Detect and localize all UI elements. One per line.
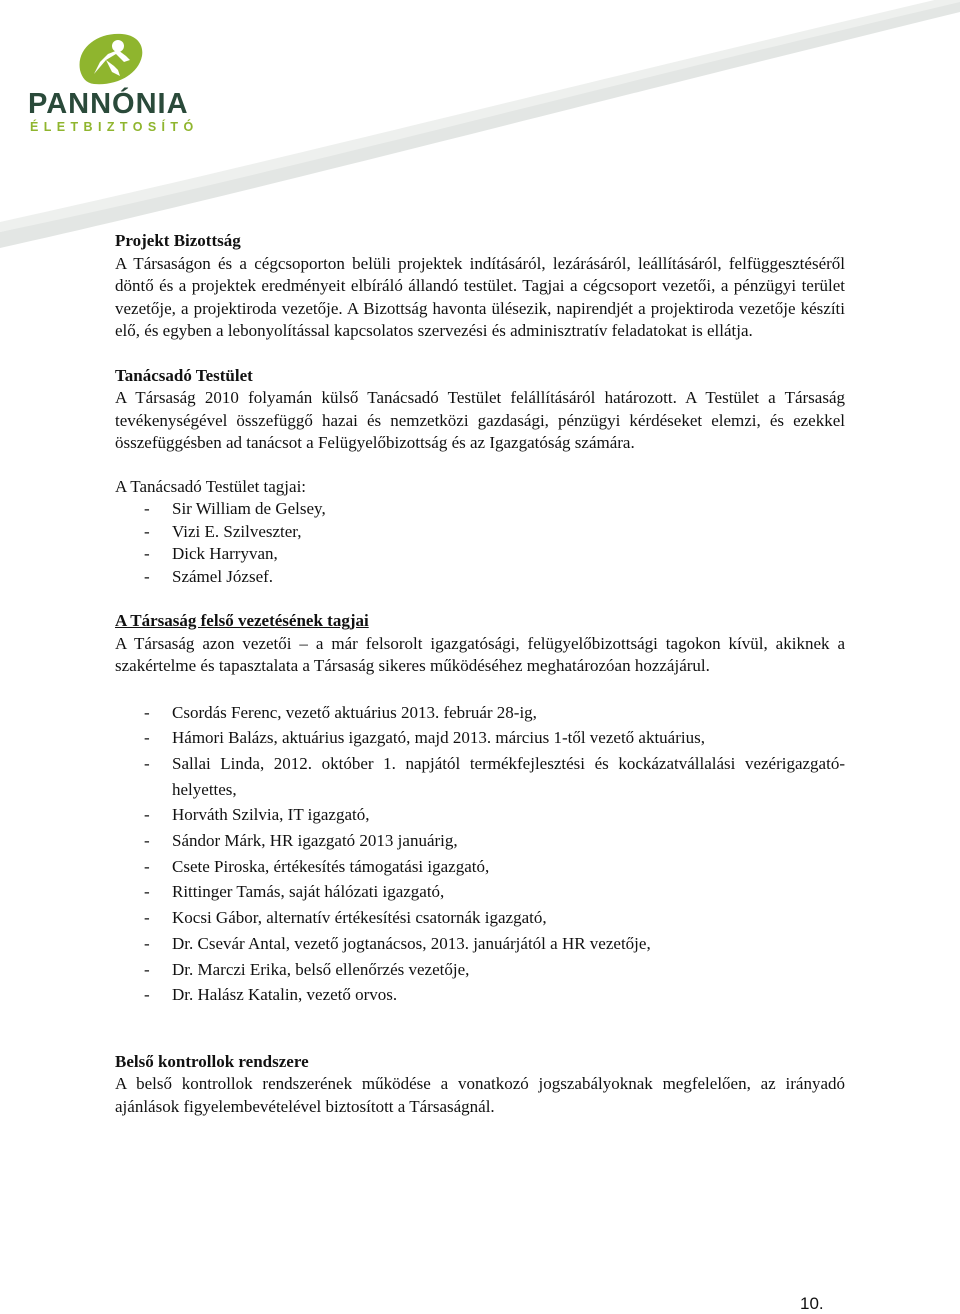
list-item: - Sallai Linda, 2012. október 1. napjától termékfejlesztési és kockázatvállalási vezérigazgató-helyettes, (115, 751, 845, 802)
list-item: - Rittinger Tamás, saját hálózati igazgató, (115, 879, 845, 905)
logo-runner-icon (72, 30, 146, 88)
list-item: - Dr. Marczi Erika, belső ellenőrzés vezetője, (115, 957, 845, 983)
section-tanacsado-testulet (115, 365, 845, 589)
list-item: - Csete Piroska, értékesítés támogatási igazgató, (115, 854, 845, 880)
list-item: - Horváth Szilvia, IT igazgató, (115, 802, 845, 828)
list-item: - Csordás Ferenc, vezető aktuárius 2013. február 28-ig, (115, 700, 845, 726)
section-paragraph: A Társaságon és a cégcsoporton belüli projektek indításáról, lezárásáról, leállításáról, felfüggesztéséről döntő és a projektek eredményeit elbíráló állandó testület. Tagjai a cégcsoport vezetői, a pénzügyi terület vezetője, a projektiroda vezetője. A Bizottság havonta ülésezik, napirendjét a projektiroda vezetője készíti elő, és egyben a lebonyolítással kapcsolatos szervezési és adminisztratív feladatokat is ellátja. (115, 253, 845, 340)
list-item: - Számel József. (115, 566, 845, 589)
section-projekt-bizottsag (115, 230, 845, 343)
section-paragraph: A Társaság 2010 folyamán külső Tanácsadó Testület felállításáról határozott. A Testület a Társaság tevékenységével összefüggő hazai és nemzetközi gazdasági, pénzügyi kérdéseket elemzi, és ezekkel összefüggésben ad tanácsot a Felügyelőbizottság és az Igazgatóság számára. (115, 388, 845, 452)
list-item: - Dr. Halász Katalin, vezető orvos. (115, 982, 845, 1008)
management-members-list (115, 700, 845, 1008)
section-heading: Tanácsadó Testület (115, 365, 253, 385)
section-paragraph: A Társaság azon vezetői – a már felsorolt igazgatósági, felügyelőbizottsági tagokon kívül, akiknek a szakértelme és tapasztalata a Társaság sikeres működéséhez meghatározóan hozzájárul. (115, 633, 845, 675)
pannonia-logo (24, 30, 199, 140)
list-item: - Kocsi Gábor, alternatív értékesítési csatornák igazgató, (115, 905, 845, 931)
section-belso-kontrollok (115, 1051, 845, 1119)
members-intro: A Tanácsadó Testület tagjai: (115, 476, 307, 496)
list-item: - Sándor Márk, HR igazgató 2013 januárig, (115, 828, 845, 854)
logo-wordmark: PANNÓNIA (28, 88, 189, 120)
document-body (115, 230, 845, 1118)
section-felso-vezetes (115, 610, 845, 1008)
list-item: - Dr. Csevár Antal, vezető jogtanácsos, 2013. januárjától a HR vezetője, (115, 931, 845, 957)
list-item: - Dick Harryvan, (115, 543, 845, 566)
section-heading: A Társaság felső vezetésének tagjai (115, 611, 369, 630)
list-item: - Vizi E. Szilveszter, (115, 521, 845, 544)
section-heading: Projekt Bizottság (115, 231, 241, 250)
section-heading: Belső kontrollok rendszere (115, 1051, 309, 1071)
list-item: - Sir William de Gelsey, (115, 498, 845, 521)
advisory-members-list (115, 498, 845, 588)
section-paragraph: A belső kontrollok rendszerének működése a vonatkozó jogszabályoknak megfelelően, az irányadó ajánlások figyelembevételével biztosított a Társaságnál. (115, 1074, 845, 1116)
list-item: - Hámori Balázs, aktuárius igazgató, majd 2013. március 1-től vezető aktuárius, (115, 725, 845, 751)
logo-subtitle: ÉLETBIZTOSÍTÓ (30, 120, 199, 134)
page-number: 10. (800, 1294, 824, 1313)
